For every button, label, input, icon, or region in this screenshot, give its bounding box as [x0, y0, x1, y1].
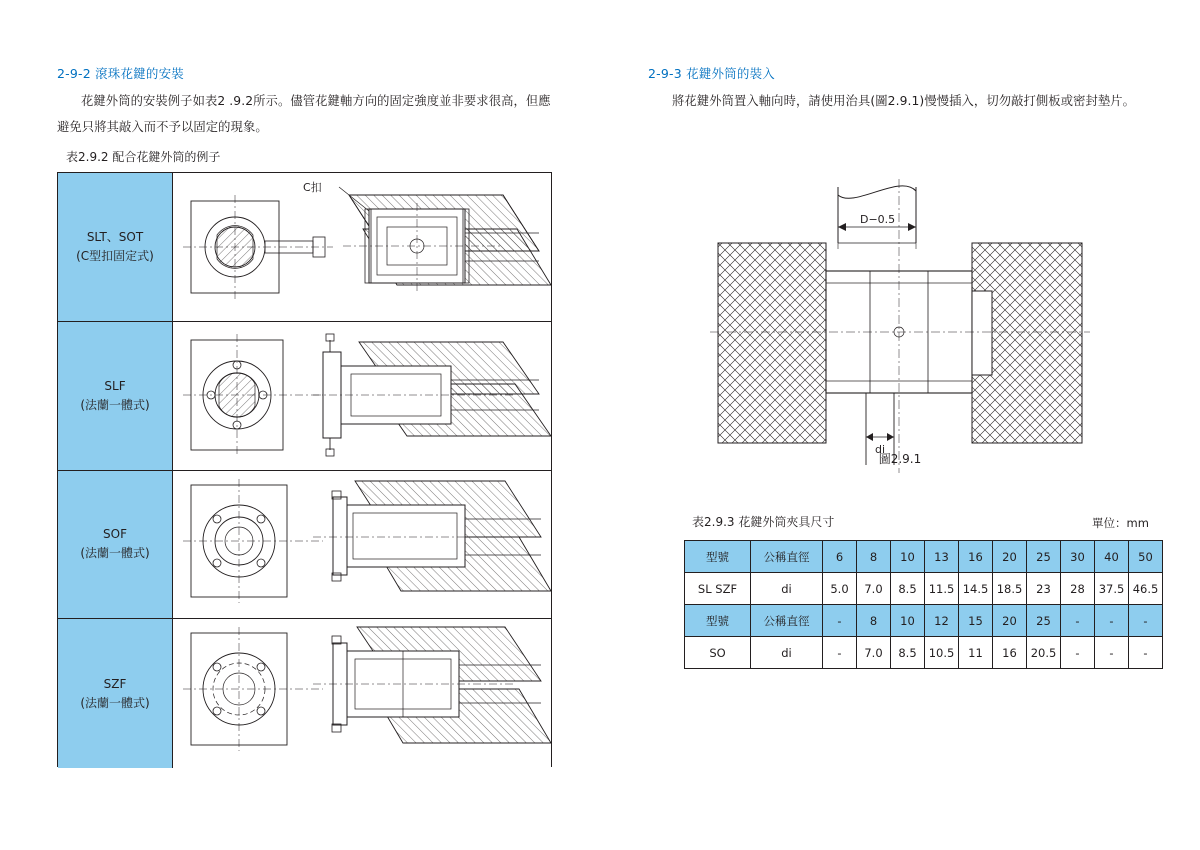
- table-row-header-2: [685, 605, 1163, 637]
- value-cell: 8.5: [891, 573, 925, 605]
- section-number: 2-9-3: [648, 66, 682, 81]
- size-cell: 30: [1061, 541, 1095, 573]
- left-paragraph-line1: 花鍵外筒的安裝例子如表2 .9.2所示。儘管花鍵軸方向的固定強度並非要求很高，但應: [81, 94, 551, 108]
- table-row-header-1: [685, 541, 1163, 573]
- row-model: SLT、SOT: [86, 229, 144, 244]
- size-cell: 16: [959, 541, 993, 573]
- size-cell: 40: [1095, 541, 1129, 573]
- size-cell: 25: [1027, 541, 1061, 573]
- drawing-slt-sot: [173, 173, 551, 321]
- size-cell: 6: [823, 541, 857, 573]
- size-cell: -: [1095, 605, 1129, 637]
- row-type: (法蘭一體式): [80, 397, 150, 412]
- value-cell: 7.0: [857, 573, 891, 605]
- table-293-caption: 表2.9.3 花鍵外筒夾具尺寸: [692, 515, 835, 529]
- size-cell: 10: [891, 605, 925, 637]
- row-label-szf: [58, 619, 173, 768]
- header-diameter-2: 公稱直徑: [751, 605, 823, 637]
- size-cell: 8: [857, 605, 891, 637]
- value-cell: 10.5: [925, 637, 959, 669]
- table-row: [58, 471, 551, 620]
- value-cell: 8.5: [891, 637, 925, 669]
- row-type: (C型扣固定式): [76, 248, 154, 263]
- value-cell: -: [1061, 637, 1095, 669]
- row-label-sof: [58, 471, 173, 619]
- size-cell: 50: [1129, 541, 1163, 573]
- section-title: 花鍵外筒的裝入: [686, 66, 775, 81]
- table-292: [57, 172, 552, 767]
- figure-cell-szf: [173, 619, 551, 768]
- figure-cell-slf: [173, 322, 551, 470]
- drawing-sof: [173, 471, 551, 619]
- row-label-so: SO: [685, 637, 751, 669]
- value-cell: -: [1129, 637, 1163, 669]
- size-cell: 8: [857, 541, 891, 573]
- row-type: (法蘭一體式): [80, 695, 150, 710]
- callout-c-ring: C扣: [303, 181, 322, 194]
- value-cell: 20.5: [1027, 637, 1061, 669]
- table-row: [58, 619, 551, 768]
- row-symbol-di: di: [751, 573, 823, 605]
- table-row: [58, 322, 551, 471]
- value-cell: 46.5: [1129, 573, 1163, 605]
- header-model-2: 型號: [685, 605, 751, 637]
- row-model: SOF: [103, 527, 127, 542]
- value-cell: 28: [1061, 573, 1095, 605]
- figure-291-caption: 圖2.9.1: [878, 452, 922, 466]
- figure-291: [690, 165, 1110, 485]
- row-symbol-di: di: [751, 637, 823, 669]
- figure-cell-sof: [173, 471, 551, 619]
- dimension-label-di: di: [875, 443, 886, 456]
- dimension-label-d: D−0.5: [860, 213, 896, 226]
- size-cell: 13: [925, 541, 959, 573]
- table-row-sl-szf: [685, 573, 1163, 605]
- size-cell: -: [1061, 605, 1095, 637]
- drawing-fitting-jig: [690, 165, 1110, 485]
- value-cell: 37.5: [1095, 573, 1129, 605]
- right-paragraph: [648, 88, 1178, 114]
- size-cell: 12: [925, 605, 959, 637]
- size-cell: 15: [959, 605, 993, 637]
- row-label-slf: [58, 322, 173, 470]
- size-cell: 25: [1027, 605, 1061, 637]
- size-cell: -: [823, 605, 857, 637]
- row-model: SZF: [103, 676, 127, 691]
- value-cell: 18.5: [993, 573, 1027, 605]
- right-paragraph-line1: 將花鍵外筒置入軸向時，請使用治具(圖2.9.1)慢慢插入，切勿敲打側板或密封墊片。: [672, 94, 1136, 108]
- figure-cell-slt-sot: [173, 173, 551, 321]
- row-model: SLF: [104, 378, 126, 393]
- left-paragraph: [57, 88, 557, 140]
- value-cell: 5.0: [823, 573, 857, 605]
- row-type: (法蘭一體式): [80, 546, 150, 561]
- row-label-sl-szf: SL SZF: [685, 573, 751, 605]
- value-cell: 7.0: [857, 637, 891, 669]
- table-293-unit: 單位：mm: [1092, 516, 1149, 530]
- value-cell: -: [823, 637, 857, 669]
- table-row-so: [685, 637, 1163, 669]
- value-cell: 16: [993, 637, 1027, 669]
- left-paragraph-line2: 避免只將其敲入而不予以固定的現象。: [57, 120, 268, 134]
- row-label-slt-sot: [58, 173, 173, 321]
- section-heading-2-9-2: [57, 64, 184, 82]
- table-293: [684, 540, 1163, 669]
- value-cell: 14.5: [959, 573, 993, 605]
- table-292-caption: 表2.9.2 配合花鍵外筒的例子: [66, 150, 221, 164]
- header-model-1: 型號: [685, 541, 751, 573]
- section-number: 2-9-2: [57, 66, 91, 81]
- drawing-slf: [173, 322, 551, 470]
- value-cell: 11.5: [925, 573, 959, 605]
- drawing-szf: [173, 619, 551, 767]
- value-cell: -: [1095, 637, 1129, 669]
- size-cell: -: [1129, 605, 1163, 637]
- table-row: [58, 173, 551, 322]
- size-cell: 20: [993, 605, 1027, 637]
- size-cell: 20: [993, 541, 1027, 573]
- size-cell: 10: [891, 541, 925, 573]
- value-cell: 23: [1027, 573, 1061, 605]
- section-title: 滾珠花鍵的安裝: [95, 66, 184, 81]
- header-diameter-1: 公稱直徑: [751, 541, 823, 573]
- section-heading-2-9-3: [648, 64, 775, 82]
- value-cell: 11: [959, 637, 993, 669]
